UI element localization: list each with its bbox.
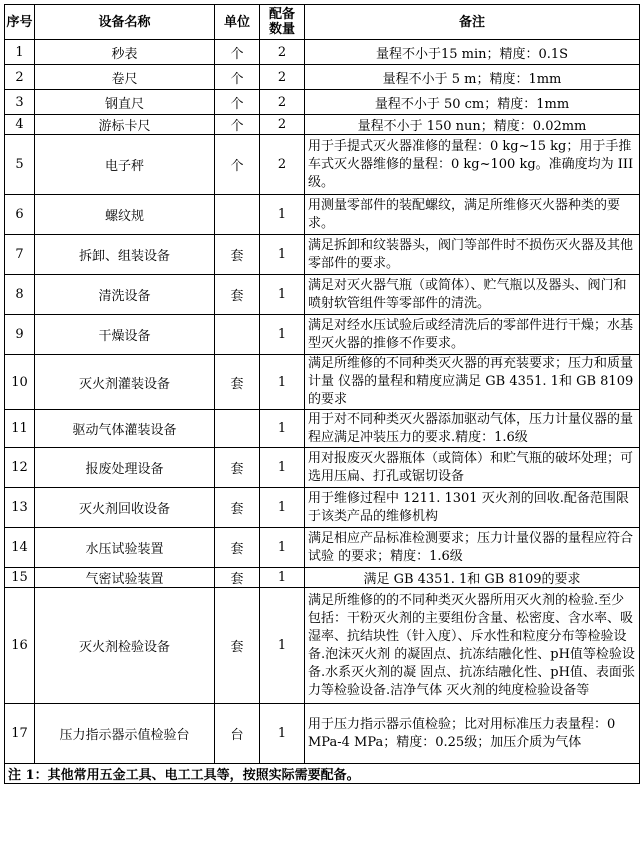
note-cell: 量程不小于 5 m；精度：1mm [305,65,640,90]
header-note: 备注 [305,5,640,40]
row-number: 2 [5,65,35,90]
row-number: 3 [5,90,35,115]
row-number: 15 [5,568,35,588]
quantity-cell: 2 [260,40,305,65]
unit-cell: 台 [215,704,260,764]
note-cell: 满足所维修的不同种类灭火器的再充装要求；压力和质量计量 仪器的量程和精度应满足 GB 4351. 1和 GB 8109的要求 [305,355,640,410]
note-cell: 用于压力指示器示值检验；比对用标准压力表量程：0 MPa-4 MPa；精度：0.25级；加压介质为气体 [305,704,640,764]
table-row [5,315,640,355]
header-seq: 序号 [5,5,35,40]
unit-cell: 套 [215,235,260,275]
equipment-name: 水压试验装置 [35,528,215,568]
equipment-name: 清洗设备 [35,275,215,315]
note-cell: 满足相应产品标准检测要求；压力计量仪器的量程应符合试验 的要求；精度：1.6级 [305,528,640,568]
table-row [5,448,640,488]
row-number: 11 [5,410,35,448]
header-name: 设备名称 [35,5,215,40]
quantity-cell: 1 [260,568,305,588]
equipment-name: 灭火剂灌装设备 [35,355,215,410]
row-number: 9 [5,315,35,355]
quantity-cell: 1 [260,195,305,235]
equipment-name: 灭火剂回收设备 [35,488,215,528]
row-number: 5 [5,135,35,195]
equipment-name: 驱动气体灌装设备 [35,410,215,448]
quantity-cell: 1 [260,410,305,448]
row-number: 16 [5,588,35,704]
unit-cell: 套 [215,355,260,410]
table-row [5,195,640,235]
note-cell: 量程不小于15 min；精度：0.1S [305,40,640,65]
quantity-cell: 1 [260,488,305,528]
footnote-row [5,764,640,784]
quantity-cell: 2 [260,135,305,195]
header-row [5,5,640,40]
unit-cell: 套 [215,588,260,704]
table-row [5,275,640,315]
equipment-name: 灭火剂检验设备 [35,588,215,704]
row-number: 10 [5,355,35,410]
quantity-cell: 2 [260,65,305,90]
equipment-name: 卷尺 [35,65,215,90]
note-cell: 用于手提式灭火器准修的量程：0 kg~15 kg；用于手推车式灭火器维修的量程：0 kg~100 kg。准确度均为 III 级。 [305,135,640,195]
unit-cell: 个 [215,65,260,90]
note-cell: 满足所维修的的不同种类灭火器所用灭火剂的检验.至少包括：干粉灭火剂的主要组份含量、松密度、含水率、吸湿率、抗结块性（针入度）、斥水性和粒度分布等检验设备.泡沫灭火剂 的凝固点、抗冻结融化性、pH值等检验设备.水系灭火剂的凝 固点、抗冻结融化性、pH值、表面张力等检验设备.洁净气体 灭火剂的纯度检验设备等 [305,588,640,704]
table-row [5,40,640,65]
row-number: 8 [5,275,35,315]
quantity-cell: 1 [260,528,305,568]
unit-cell [215,195,260,235]
note-cell: 用测量零部件的装配螺纹，满足所维修灭火器种类的要求。 [305,195,640,235]
table-row [5,115,640,135]
row-number: 1 [5,40,35,65]
unit-cell: 个 [215,40,260,65]
quantity-cell: 2 [260,115,305,135]
quantity-cell: 1 [260,315,305,355]
table-row [5,704,640,764]
equipment-name: 钢直尺 [35,90,215,115]
unit-cell: 个 [215,90,260,115]
unit-cell: 套 [215,528,260,568]
row-number: 13 [5,488,35,528]
table-row [5,135,640,195]
row-number: 14 [5,528,35,568]
note-cell: 量程不小于 50 cm；精度：1mm [305,90,640,115]
note-cell: 满足对经水压试验后或经清洗后的零部件进行干燥；水基型灭火器的推修不作要求。 [305,315,640,355]
unit-cell: 套 [215,568,260,588]
table-row [5,235,640,275]
unit-cell: 套 [215,488,260,528]
unit-cell: 套 [215,275,260,315]
note-cell: 用于对不同种类灭火器添加驱动气体，压力计量仪器的量程应满足冲装压力的要求.精度：1.6级 [305,410,640,448]
equipment-name: 气密试验装置 [35,568,215,588]
note-cell: 用对报废灭火器瓶体（或筒体）和贮气瓶的破坏处理；可选用压扁、打孔或锯切设备 [305,448,640,488]
header-unit: 单位 [215,5,260,40]
header-qty: 配备数量 [260,5,305,40]
equipment-name: 报废处理设备 [35,448,215,488]
table-row [5,488,640,528]
table-row [5,65,640,90]
equipment-name: 螺纹规 [35,195,215,235]
quantity-cell: 1 [260,235,305,275]
quantity-cell: 1 [260,588,305,704]
row-number: 12 [5,448,35,488]
footnote: 注 1：其他常用五金工具、电工工具等，按照实际需要配备。 [5,764,640,784]
quantity-cell: 1 [260,448,305,488]
equipment-name: 干燥设备 [35,315,215,355]
table-row [5,410,640,448]
equipment-table [4,4,640,784]
unit-cell: 个 [215,135,260,195]
quantity-cell: 1 [260,355,305,410]
quantity-cell: 1 [260,704,305,764]
note-cell: 满足 GB 4351. 1和 GB 8109的要求 [305,568,640,588]
equipment-name: 压力指示器示值检验台 [35,704,215,764]
table-row [5,588,640,704]
equipment-name: 拆卸、组装设备 [35,235,215,275]
unit-cell [215,410,260,448]
table-row [5,355,640,410]
row-number: 7 [5,235,35,275]
row-number: 4 [5,115,35,135]
quantity-cell: 1 [260,275,305,315]
row-number: 17 [5,704,35,764]
row-number: 6 [5,195,35,235]
table-row [5,528,640,568]
equipment-name: 电子秤 [35,135,215,195]
note-cell: 满足拆卸和纹装器头，阀门等部件时不损伤灭火器及其他零部件的要求。 [305,235,640,275]
equipment-name: 游标卡尺 [35,115,215,135]
unit-cell [215,315,260,355]
table-row [5,568,640,588]
note-cell: 量程不小于 150 nun；精度：0.02mm [305,115,640,135]
note-cell: 满足对灭火器气瓶（或简体）、贮气瓶以及器头、阀门和喷射软管组件等零部件的清洗。 [305,275,640,315]
quantity-cell: 2 [260,90,305,115]
equipment-name: 秒表 [35,40,215,65]
unit-cell: 套 [215,448,260,488]
note-cell: 用于维修过程中 1211. 1301 灭火剂的回收.配备范围限于该类产品的维修机构 [305,488,640,528]
table-row [5,90,640,115]
unit-cell: 个 [215,115,260,135]
